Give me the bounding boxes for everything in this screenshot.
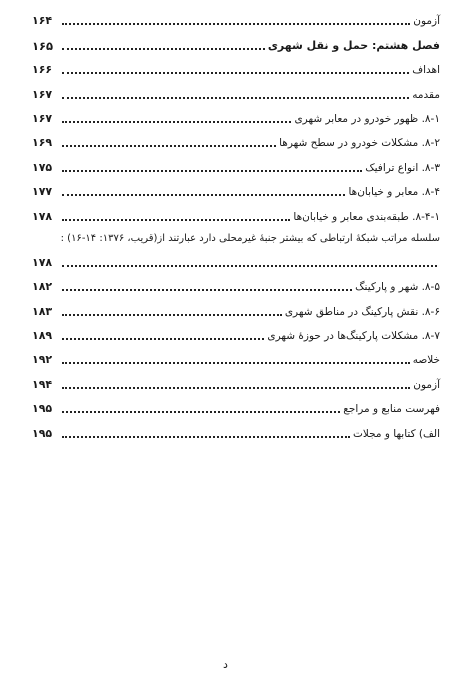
dot-leader [62,219,290,221]
toc-page-number: ۱۶۷ [32,87,53,101]
toc-page-number: ۱۷۸ [32,209,53,223]
toc-entry-title: اهداف [412,64,440,77]
dot-leader [62,48,265,50]
dot-leader [62,314,282,316]
toc-entry-8-7[interactable] [32,323,440,347]
toc-entry-title: ۸-۲. مشکلات خودرو در سطح شهرها [279,137,440,150]
toc-page-number: ۱۶۵ [32,38,54,53]
toc-page-number: ۱۹۲ [32,353,53,367]
toc-page-number: ۱۹۴ [32,377,53,391]
toc-chapter-8-heading[interactable] [32,32,440,56]
dot-leader [62,194,345,196]
toc-chapter-title: فصل هشتم: حمل و نقل شهری [267,38,440,52]
dot-leader [62,72,409,74]
toc-entry-8-4-1[interactable] [32,203,440,227]
toc-entry-network-hierarchy-text[interactable] [32,228,440,250]
toc-page-number: ۱۶۶ [32,63,53,77]
dot-leader [62,121,291,123]
dot-leader [62,387,410,389]
toc-entry-introduction[interactable] [32,81,440,105]
toc-entry-title: ۸-۳. انواع ترافیک [365,161,440,174]
toc-entry-summary[interactable] [32,347,440,371]
toc-page-number: ۱۷۸ [32,255,53,269]
toc-entry-8-4[interactable] [32,179,440,203]
toc-entry-title: آزمون [413,15,440,28]
toc-page-number: ۱۷۵ [32,160,53,174]
toc-page-number: ۱۸۹ [32,329,53,343]
dot-leader [62,411,340,413]
toc-entry-8-2[interactable] [32,130,440,154]
dot-leader [62,436,350,438]
toc-entry-title: ۸-۶. نقش پارکینگ در مناطق شهری [284,305,440,318]
dot-leader [62,362,410,364]
page-number-footer: د [223,658,228,671]
toc-entry-references[interactable] [32,396,440,420]
toc-entry-exam-8[interactable] [32,371,440,395]
toc-page-number: ۱۷۷ [32,185,53,199]
toc-page-number: ۱۶۴ [32,14,53,28]
dot-leader [62,338,264,340]
toc-entry-title: ۸-۷. مشکلات پارکینگ‌ها در حوزهٔ شهری [267,330,440,343]
toc-entry-exam-7[interactable] [32,8,440,32]
dot-leader [62,23,410,25]
toc-entry-title: مقدمه [412,88,440,101]
toc-entry-title: ۸-۴-۱. طبقه‌بندی معابر و خیابان‌ها [293,210,440,223]
dot-leader [62,97,409,99]
toc-entry-title: فهرست منابع و مراجع [343,403,440,416]
toc-entry-8-1[interactable] [32,106,440,130]
toc-entry-title: ۸-۵. شهر و پارکینگ [355,281,440,294]
toc-entry-books-journals[interactable] [32,420,440,444]
toc-entry-title: آزمون [413,378,440,391]
toc-page-number: ۱۸۲ [32,280,53,294]
toc-page-number: ۱۶۹ [32,136,53,150]
toc-page-number: ۱۹۵ [32,426,53,440]
toc-entry-8-3[interactable] [32,154,440,178]
toc-page-number: ۱۸۳ [32,304,53,318]
toc-page-number: ۱۹۵ [32,402,53,416]
dot-leader [62,170,362,172]
toc-entry-8-5[interactable] [32,274,440,298]
toc-entry-title: سلسله مراتب شبکهٔ ارتباطی که بیشتر جنبهٔ غیرمحلی دارد عبارتند از(قریب، ۱۳۷۶: ۱۴-۱۶) : [60,232,440,244]
toc-entry-title: ۸-۱. ظهور خودرو در معابر شهری [294,112,440,125]
toc-entry-title: خلاصه [412,354,440,367]
dot-leader [62,289,352,291]
toc-page-number: ۱۶۷ [32,111,53,125]
toc-entry-8-6[interactable] [32,298,440,322]
toc-entry-network-hierarchy-leader[interactable] [32,250,440,274]
toc-entry-title: الف) کتابها و مجلات [352,427,440,440]
toc-entry-objectives[interactable] [32,57,440,81]
toc-entry-title: ۸-۴. معابر و خیابان‌ها [348,186,440,199]
table-of-contents [32,8,440,445]
dot-leader [62,145,276,147]
dot-leader [62,265,437,267]
